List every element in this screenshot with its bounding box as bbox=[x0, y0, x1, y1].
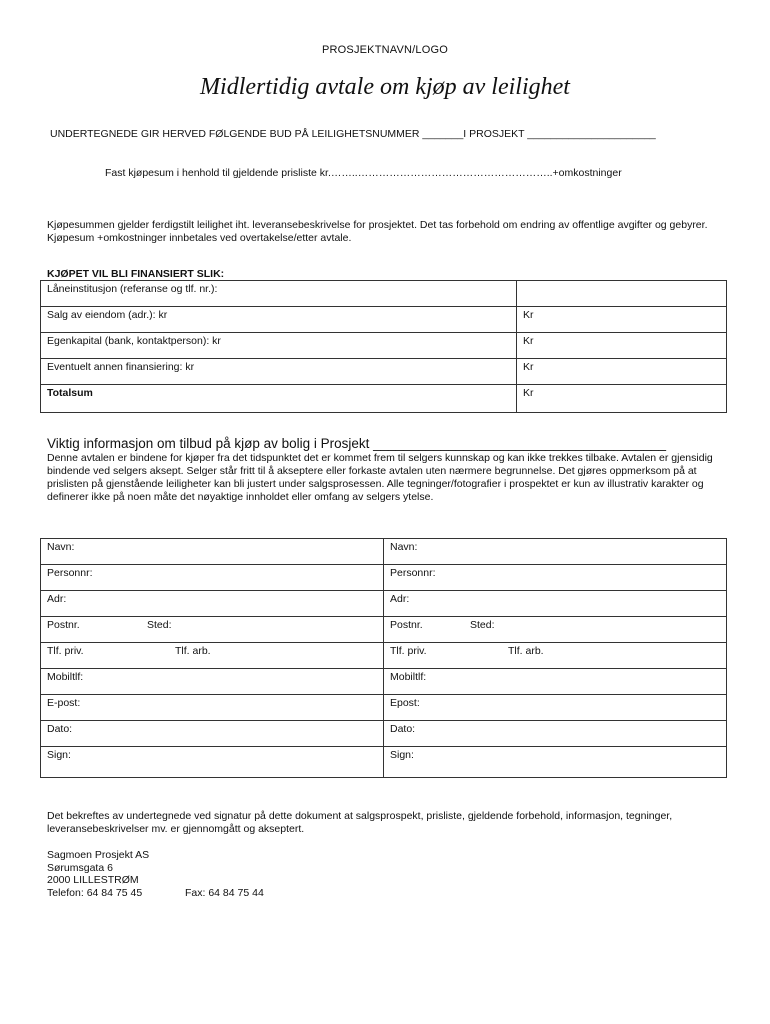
buyer2-personnr-field[interactable]: Personnr: bbox=[384, 565, 727, 591]
company-phone: Telefon: 64 84 75 45 bbox=[47, 886, 143, 899]
table-row bbox=[41, 643, 727, 669]
buyer1-phone-field[interactable] bbox=[41, 643, 384, 669]
buyer2-mobile-field[interactable]: Mobiltlf: bbox=[384, 669, 727, 695]
table-row bbox=[41, 695, 727, 721]
table-row bbox=[41, 385, 727, 413]
buyer1-personnr-field[interactable]: Personnr: bbox=[41, 565, 384, 591]
financing-label: Eventuelt annen finansiering: kr bbox=[41, 359, 517, 385]
financing-table bbox=[40, 280, 727, 413]
info-heading: Viktig informasjon om tilbud på kjøp av bolig i Prosjekt _______________________________________ bbox=[47, 436, 666, 451]
table-row bbox=[41, 617, 727, 643]
info-paragraph: Denne avtalen er bindene for kjøper fra det tidspunktet det er kommet frem til selgers kunnskap og kan ikke trekkes tilbake. Avtalen er gjensidig bindende ved selgers aksept. Selger står fritt til å akseptere eller forkaste avtalen uten nærmere begrunnelse. Det gjøres oppmerksom på at prislisten på gjenstående leiligheter kan bli justert under salgsprosessen. Alle tegninger/fotografier i prospektet er kun av illustrativ karakter og definerer ikke på noen måte det nøyaktige innholdet eller omfang av selgers ytelse. bbox=[47, 452, 713, 503]
table-row bbox=[41, 669, 727, 695]
document-title: Midlertidig avtale om kjøp av leilighet bbox=[200, 74, 570, 100]
company-fax: Fax: 64 84 75 44 bbox=[185, 886, 264, 899]
buyer2-signature-field[interactable]: Sign: bbox=[384, 747, 727, 778]
bid-line: UNDERTEGNEDE GIR HERVED FØLGENDE BUD PÅ LEILIGHETSNUMMER _______I PROSJEKT ______________________ bbox=[50, 128, 656, 140]
financing-label: Salg av eiendom (adr.): kr bbox=[41, 307, 517, 333]
financing-total-label: Totalsum bbox=[41, 385, 517, 413]
sted-label: Sted: bbox=[470, 619, 495, 631]
project-logo-placeholder: PROSJEKTNAVN/LOGO bbox=[321, 44, 449, 56]
buyer2-phone-field[interactable] bbox=[384, 643, 727, 669]
confirmation-paragraph: Det bekreftes av undertegnede ved signatur på dette dokument at salgsprospekt, prisliste, gjeldende forbehold, informasjon, tegninger, leveransebeskrivelser mv. er gjennomgått og akseptert. bbox=[47, 810, 673, 835]
buyer1-name-field[interactable]: Navn: bbox=[41, 539, 384, 565]
table-row bbox=[41, 281, 727, 307]
price-line: Fast kjøpesum i henhold til gjeldende prisliste kr.……..………………………………………………..+omkostninger bbox=[105, 167, 622, 179]
table-row bbox=[41, 307, 727, 333]
buyer1-address-field[interactable]: Adr: bbox=[41, 591, 384, 617]
company-name: Sagmoen Prosjekt AS bbox=[47, 849, 150, 861]
buyer1-mobile-field[interactable]: Mobiltlf: bbox=[41, 669, 384, 695]
table-row bbox=[41, 721, 727, 747]
buyer1-date-field[interactable]: Dato: bbox=[41, 721, 384, 747]
buyer2-email-field[interactable]: Epost: bbox=[384, 695, 727, 721]
company-address bbox=[47, 849, 264, 899]
financing-value-field[interactable]: Kr bbox=[517, 307, 727, 333]
financing-label: Egenkapital (bank, kontaktperson): kr bbox=[41, 333, 517, 359]
buyer2-name-field[interactable]: Navn: bbox=[384, 539, 727, 565]
table-row bbox=[41, 539, 727, 565]
terms-paragraph: Kjøpesummen gjelder ferdigstilt leilighet iht. leveransebeskrivelse for prosjektet. Det tas forbehold om endring av offentlige avgifter og gebyrer. Kjøpesum +omkostninger innbetales ved overtakelse/etter avtale. bbox=[47, 219, 708, 244]
financing-heading: KJØPET VIL BLI FINANSIERT SLIK: bbox=[47, 268, 225, 280]
table-row bbox=[41, 333, 727, 359]
buyer2-postal-field[interactable] bbox=[384, 617, 727, 643]
buyer2-address-field[interactable]: Adr: bbox=[384, 591, 727, 617]
financing-value-field[interactable]: Kr bbox=[517, 333, 727, 359]
buyer2-date-field[interactable]: Dato: bbox=[384, 721, 727, 747]
table-row bbox=[41, 591, 727, 617]
postnr-label: Postnr. bbox=[47, 619, 80, 631]
postnr-label: Postnr. bbox=[390, 619, 423, 631]
sted-label: Sted: bbox=[147, 619, 172, 631]
financing-value-field[interactable] bbox=[517, 281, 727, 307]
buyer1-signature-field[interactable]: Sign: bbox=[41, 747, 384, 778]
table-row bbox=[41, 359, 727, 385]
buyer-table bbox=[40, 538, 727, 778]
tlf-priv-label: Tlf. priv. bbox=[390, 645, 427, 657]
tlf-priv-label: Tlf. priv. bbox=[47, 645, 84, 657]
table-row bbox=[41, 565, 727, 591]
tlf-arb-label: Tlf. arb. bbox=[175, 645, 211, 657]
company-city: 2000 LILLESTRØM bbox=[47, 874, 139, 886]
company-street: Sørumsgata 6 bbox=[47, 861, 113, 874]
financing-total-field[interactable]: Kr bbox=[517, 385, 727, 413]
financing-label: Låneinstitusjon (referanse og tlf. nr.): bbox=[41, 281, 517, 307]
table-row bbox=[41, 747, 727, 778]
tlf-arb-label: Tlf. arb. bbox=[508, 645, 544, 657]
buyer1-email-field[interactable]: E-post: bbox=[41, 695, 384, 721]
company-contact bbox=[47, 887, 264, 900]
financing-value-field[interactable]: Kr bbox=[517, 359, 727, 385]
buyer1-postal-field[interactable] bbox=[41, 617, 384, 643]
